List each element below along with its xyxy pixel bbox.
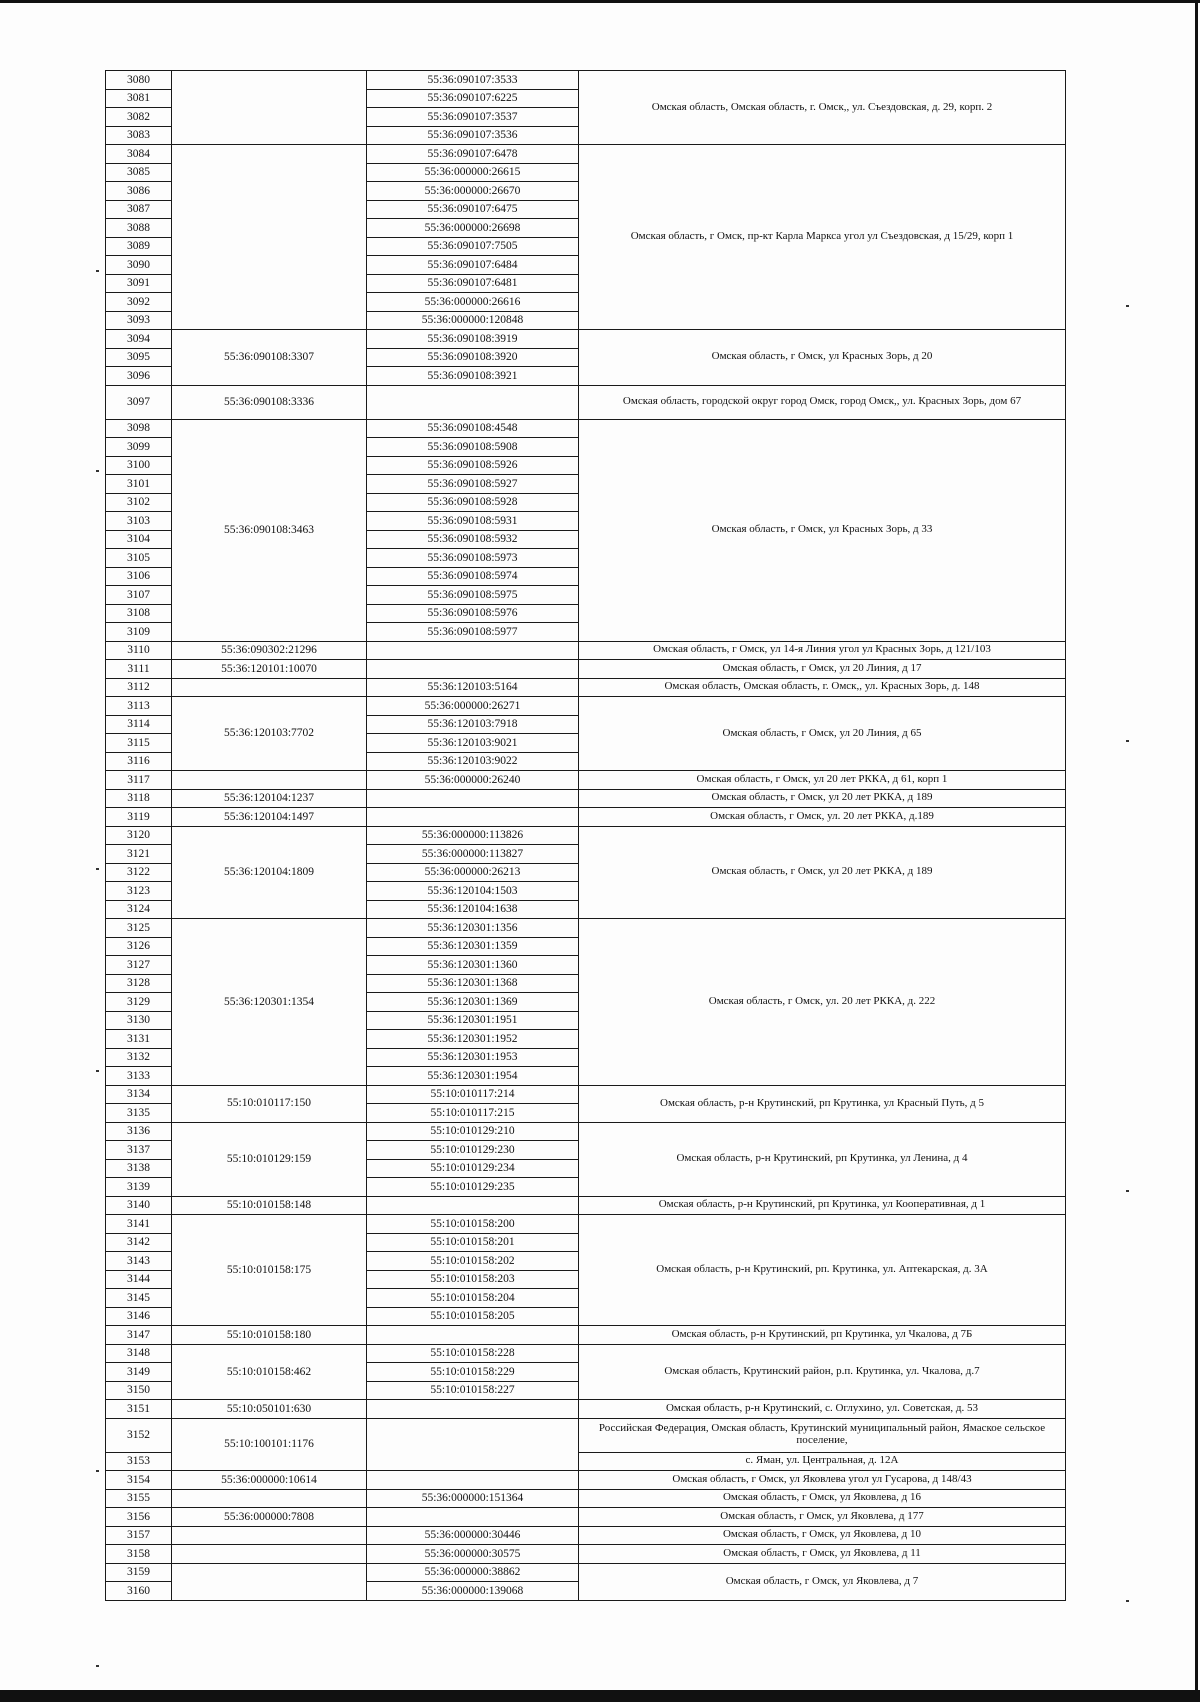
scan-speck — [1126, 1600, 1129, 1602]
row-number-cell: 3094 — [106, 330, 172, 349]
object-cadastral-number-cell: 55:10:010129:234 — [367, 1159, 579, 1178]
row-number-cell: 3121 — [106, 845, 172, 864]
object-cadastral-number-cell: 55:10:010158:229 — [367, 1363, 579, 1382]
object-cadastral-number-cell: 55:36:090108:5932 — [367, 530, 579, 549]
object-cadastral-number-cell: 55:10:010129:235 — [367, 1178, 579, 1197]
object-cadastral-number-cell: 55:10:010158:200 — [367, 1215, 579, 1234]
object-cadastral-number-cell: 55:36:120104:1503 — [367, 882, 579, 901]
table-row — [106, 919, 1066, 938]
parcel-cadastral-number-cell: 55:10:010158:175 — [172, 1215, 367, 1326]
table-row — [106, 1085, 1066, 1104]
object-cadastral-number-cell: 55:36:120301:1951 — [367, 1011, 579, 1030]
address-cell: Омская область, Омская область, г. Омск,, ул. Красных Зорь, д. 148 — [579, 678, 1066, 697]
table-row — [106, 1418, 1066, 1452]
object-cadastral-number-cell: 55:36:090107:3537 — [367, 108, 579, 127]
row-number-cell: 3091 — [106, 274, 172, 293]
scan-speck — [1126, 305, 1129, 307]
address-cell: Омская область, г Омск, ул Яковлева, д 16 — [579, 1489, 1066, 1508]
row-number-cell: 3096 — [106, 367, 172, 386]
parcel-cadastral-number-cell: 55:36:090108:3307 — [172, 330, 367, 386]
object-cadastral-number-cell: 55:36:000000:26698 — [367, 219, 579, 238]
object-cadastral-number-cell: 55:36:090108:4548 — [367, 419, 579, 438]
row-number-cell: 3103 — [106, 512, 172, 531]
object-cadastral-number-cell — [367, 789, 579, 808]
row-number-cell: 3087 — [106, 200, 172, 219]
table-row — [106, 1344, 1066, 1363]
row-number-cell: 3082 — [106, 108, 172, 127]
row-number-cell: 3102 — [106, 493, 172, 512]
object-cadastral-number-cell: 55:36:090108:5976 — [367, 604, 579, 623]
object-cadastral-number-cell — [367, 1400, 579, 1419]
address-cell: с. Яман, ул. Центральная, д. 12А — [579, 1452, 1066, 1471]
row-number-cell: 3084 — [106, 145, 172, 164]
row-number-cell: 3126 — [106, 937, 172, 956]
address-cell: Омская область, г Омск, ул Яковлева, д 11 — [579, 1545, 1066, 1564]
object-cadastral-number-cell: 55:36:000000:113827 — [367, 845, 579, 864]
row-number-cell: 3134 — [106, 1085, 172, 1104]
address-cell: Омская область, р-н Крутинский, рп Крутинка, ул Красный Путь, д 5 — [579, 1085, 1066, 1122]
row-number-cell: 3114 — [106, 715, 172, 734]
scan-speck — [1126, 740, 1129, 742]
row-number-cell: 3157 — [106, 1526, 172, 1545]
row-number-cell: 3137 — [106, 1141, 172, 1160]
row-number-cell: 3132 — [106, 1048, 172, 1067]
row-number-cell: 3089 — [106, 237, 172, 256]
object-cadastral-number-cell: 55:36:090107:6475 — [367, 200, 579, 219]
object-cadastral-number-cell — [367, 641, 579, 660]
object-cadastral-number-cell: 55:36:120103:7918 — [367, 715, 579, 734]
object-cadastral-number-cell: 55:10:010129:230 — [367, 1141, 579, 1160]
row-number-cell: 3131 — [106, 1030, 172, 1049]
row-number-cell: 3123 — [106, 882, 172, 901]
object-cadastral-number-cell — [367, 1508, 579, 1527]
row-number-cell: 3148 — [106, 1344, 172, 1363]
registry-table-body — [106, 71, 1066, 1601]
row-number-cell: 3118 — [106, 789, 172, 808]
row-number-cell: 3135 — [106, 1104, 172, 1123]
row-number-cell: 3120 — [106, 826, 172, 845]
row-number-cell: 3099 — [106, 438, 172, 457]
object-cadastral-number-cell: 55:10:010158:201 — [367, 1233, 579, 1252]
row-number-cell: 3108 — [106, 604, 172, 623]
row-number-cell: 3127 — [106, 956, 172, 975]
row-number-cell: 3110 — [106, 641, 172, 660]
row-number-cell: 3111 — [106, 660, 172, 679]
object-cadastral-number-cell: 55:36:090108:5974 — [367, 567, 579, 586]
address-cell: Российская Федерация, Омская область, Крутинский муниципальный район, Ямаское сельское поселение, — [579, 1418, 1066, 1452]
object-cadastral-number-cell: 55:10:010117:215 — [367, 1104, 579, 1123]
table-row — [106, 789, 1066, 808]
object-cadastral-number-cell: 55:36:000000:26670 — [367, 182, 579, 201]
row-number-cell: 3142 — [106, 1233, 172, 1252]
address-cell: Омская область, г Омск, ул Яковлева, д 177 — [579, 1508, 1066, 1527]
address-cell: Омская область, р-н Крутинский, с. Оглухино, ул. Советская, д. 53 — [579, 1400, 1066, 1419]
object-cadastral-number-cell: 55:36:090108:3921 — [367, 367, 579, 386]
row-number-cell: 3130 — [106, 1011, 172, 1030]
object-cadastral-number-cell: 55:36:090107:3533 — [367, 71, 579, 90]
object-cadastral-number-cell: 55:36:090107:6478 — [367, 145, 579, 164]
address-cell: Омская область, р-н Крутинский, рп Крутинка, ул Кооперативная, д 1 — [579, 1196, 1066, 1215]
object-cadastral-number-cell: 55:36:000000:30446 — [367, 1526, 579, 1545]
object-cadastral-number-cell: 55:10:010129:210 — [367, 1122, 579, 1141]
table-row — [106, 1545, 1066, 1564]
object-cadastral-number-cell: 55:10:010158:228 — [367, 1344, 579, 1363]
object-cadastral-number-cell: 55:36:090107:6481 — [367, 274, 579, 293]
registry-table — [105, 70, 1066, 1601]
object-cadastral-number-cell: 55:10:010158:227 — [367, 1381, 579, 1400]
table-row — [106, 1196, 1066, 1215]
address-cell: Омская область, г Омск, ул 20 лет РККА, д 189 — [579, 789, 1066, 808]
address-cell: Омская область, г Омск, ул 20 Линия, д 17 — [579, 660, 1066, 679]
row-number-cell: 3100 — [106, 456, 172, 475]
address-cell: Омская область, г Омск, ул Красных Зорь, д 33 — [579, 419, 1066, 641]
parcel-cadastral-number-cell: 55:36:090108:3463 — [172, 419, 367, 641]
scan-speck — [96, 868, 99, 870]
table-row — [106, 1508, 1066, 1527]
parcel-cadastral-number-cell — [172, 1489, 367, 1508]
object-cadastral-number-cell: 55:36:120103:9021 — [367, 734, 579, 753]
parcel-cadastral-number-cell — [172, 145, 367, 330]
table-row — [106, 808, 1066, 827]
table-row — [106, 641, 1066, 660]
object-cadastral-number-cell: 55:36:090108:5926 — [367, 456, 579, 475]
row-number-cell: 3124 — [106, 900, 172, 919]
row-number-cell: 3115 — [106, 734, 172, 753]
parcel-cadastral-number-cell — [172, 678, 367, 697]
parcel-cadastral-number-cell: 55:36:120301:1354 — [172, 919, 367, 1086]
parcel-cadastral-number-cell: 55:36:090302:21296 — [172, 641, 367, 660]
table-row — [106, 678, 1066, 697]
address-cell: Омская область, р-н Крутинский, рп. Крутинка, ул. Аптекарская, д. 3А — [579, 1215, 1066, 1326]
row-number-cell: 3138 — [106, 1159, 172, 1178]
object-cadastral-number-cell: 55:36:120301:1369 — [367, 993, 579, 1012]
address-cell: Омская область, р-н Крутинский, рп Крутинка, ул Чкалова, д 7Б — [579, 1326, 1066, 1345]
object-cadastral-number-cell: 55:36:000000:26616 — [367, 293, 579, 312]
row-number-cell: 3105 — [106, 549, 172, 568]
row-number-cell: 3151 — [106, 1400, 172, 1419]
row-number-cell: 3083 — [106, 126, 172, 145]
object-cadastral-number-cell — [367, 1196, 579, 1215]
row-number-cell: 3122 — [106, 863, 172, 882]
row-number-cell: 3119 — [106, 808, 172, 827]
row-number-cell: 3106 — [106, 567, 172, 586]
table-row — [106, 1122, 1066, 1141]
object-cadastral-number-cell — [367, 660, 579, 679]
row-number-cell: 3152 — [106, 1418, 172, 1452]
object-cadastral-number-cell: 55:36:090108:5931 — [367, 512, 579, 531]
object-cadastral-number-cell — [367, 385, 579, 419]
row-number-cell: 3154 — [106, 1471, 172, 1490]
row-number-cell: 3095 — [106, 348, 172, 367]
object-cadastral-number-cell: 55:10:010158:204 — [367, 1289, 579, 1308]
row-number-cell: 3146 — [106, 1307, 172, 1326]
row-number-cell: 3139 — [106, 1178, 172, 1197]
address-cell: Омская область, г Омск, ул Красных Зорь, д 20 — [579, 330, 1066, 386]
object-cadastral-number-cell: 55:36:000000:113826 — [367, 826, 579, 845]
object-cadastral-number-cell: 55:36:120104:1638 — [367, 900, 579, 919]
object-cadastral-number-cell: 55:36:000000:26615 — [367, 163, 579, 182]
row-number-cell: 3104 — [106, 530, 172, 549]
address-cell: Омская область, Омская область, г. Омск,, ул. Съездовская, д. 29, корп. 2 — [579, 71, 1066, 145]
table-row — [106, 145, 1066, 164]
parcel-cadastral-number-cell: 55:10:010158:180 — [172, 1326, 367, 1345]
table-row — [106, 1489, 1066, 1508]
parcel-cadastral-number-cell — [172, 1526, 367, 1545]
object-cadastral-number-cell — [367, 808, 579, 827]
object-cadastral-number-cell: 55:36:000000:139068 — [367, 1582, 579, 1601]
row-number-cell: 3129 — [106, 993, 172, 1012]
row-number-cell: 3117 — [106, 771, 172, 790]
table-row — [106, 771, 1066, 790]
parcel-cadastral-number-cell: 55:10:010158:148 — [172, 1196, 367, 1215]
address-cell: Омская область, р-н Крутинский, рп Крутинка, ул Ленина, д 4 — [579, 1122, 1066, 1196]
object-cadastral-number-cell: 55:36:120103:5164 — [367, 678, 579, 697]
parcel-cadastral-number-cell: 55:36:120103:7702 — [172, 697, 367, 771]
table-row — [106, 419, 1066, 438]
row-number-cell: 3092 — [106, 293, 172, 312]
row-number-cell: 3085 — [106, 163, 172, 182]
object-cadastral-number-cell: 55:36:090108:3920 — [367, 348, 579, 367]
address-cell: Омская область, г Омск, ул 20 лет РККА, д 189 — [579, 826, 1066, 919]
row-number-cell: 3125 — [106, 919, 172, 938]
row-number-cell: 3145 — [106, 1289, 172, 1308]
object-cadastral-number-cell: 55:36:120103:9022 — [367, 752, 579, 771]
parcel-cadastral-number-cell: 55:10:050101:630 — [172, 1400, 367, 1419]
address-cell: Омская область, г Омск, пр-кт Карла Маркса угол ул Съездовская, д 15/29, корп 1 — [579, 145, 1066, 330]
object-cadastral-number-cell: 55:36:090108:5928 — [367, 493, 579, 512]
table-row — [106, 71, 1066, 90]
object-cadastral-number-cell: 55:36:090107:3536 — [367, 126, 579, 145]
row-number-cell: 3088 — [106, 219, 172, 238]
table-row — [106, 1471, 1066, 1490]
scan-speck — [96, 1070, 99, 1072]
table-row — [106, 660, 1066, 679]
object-cadastral-number-cell: 55:10:010158:203 — [367, 1270, 579, 1289]
parcel-cadastral-number-cell: 55:10:010117:150 — [172, 1085, 367, 1122]
address-cell: Омская область, г Омск, ул Яковлева, д 7 — [579, 1563, 1066, 1600]
parcel-cadastral-number-cell — [172, 71, 367, 145]
object-cadastral-number-cell: 55:36:000000:30575 — [367, 1545, 579, 1564]
scan-speck — [96, 270, 99, 272]
object-cadastral-number-cell: 55:36:090108:3919 — [367, 330, 579, 349]
row-number-cell: 3093 — [106, 311, 172, 330]
table-row — [106, 1526, 1066, 1545]
parcel-cadastral-number-cell — [172, 1563, 367, 1600]
row-number-cell: 3081 — [106, 89, 172, 108]
object-cadastral-number-cell: 55:36:000000:26240 — [367, 771, 579, 790]
object-cadastral-number-cell: 55:10:010158:205 — [367, 1307, 579, 1326]
row-number-cell: 3140 — [106, 1196, 172, 1215]
row-number-cell: 3133 — [106, 1067, 172, 1086]
object-cadastral-number-cell: 55:36:120301:1368 — [367, 974, 579, 993]
scan-speck — [96, 470, 99, 472]
scan-speck — [96, 1470, 99, 1472]
parcel-cadastral-number-cell: 55:36:120104:1809 — [172, 826, 367, 919]
address-cell: Омская область, г Омск, ул Яковлева угол ул Гусарова, д 148/43 — [579, 1471, 1066, 1490]
row-number-cell: 3080 — [106, 71, 172, 90]
row-number-cell: 3147 — [106, 1326, 172, 1345]
object-cadastral-number-cell: 55:36:120301:1952 — [367, 1030, 579, 1049]
object-cadastral-number-cell: 55:36:000000:38862 — [367, 1563, 579, 1582]
table-row — [106, 697, 1066, 716]
object-cadastral-number-cell: 55:36:120301:1356 — [367, 919, 579, 938]
object-cadastral-number-cell — [367, 1471, 579, 1490]
parcel-cadastral-number-cell: 55:36:090108:3336 — [172, 385, 367, 419]
row-number-cell: 3159 — [106, 1563, 172, 1582]
row-number-cell: 3109 — [106, 623, 172, 642]
object-cadastral-number-cell: 55:36:090107:7505 — [367, 237, 579, 256]
row-number-cell: 3143 — [106, 1252, 172, 1271]
scan-border-top — [0, 0, 1200, 3]
scan-speck — [96, 1665, 99, 1667]
object-cadastral-number-cell: 55:36:000000:26271 — [367, 697, 579, 716]
object-cadastral-number-cell: 55:10:010117:214 — [367, 1085, 579, 1104]
address-cell: Омская область, г Омск, ул 20 Линия, д 65 — [579, 697, 1066, 771]
object-cadastral-number-cell: 55:36:120301:1359 — [367, 937, 579, 956]
address-cell: Омская область, городской округ город Омск, город Омск,, ул. Красных Зорь, дом 67 — [579, 385, 1066, 419]
row-number-cell: 3144 — [106, 1270, 172, 1289]
row-number-cell: 3112 — [106, 678, 172, 697]
object-cadastral-number-cell: 55:36:090107:6484 — [367, 256, 579, 275]
object-cadastral-number-cell: 55:36:090108:5973 — [367, 549, 579, 568]
table-row — [106, 385, 1066, 419]
row-number-cell: 3086 — [106, 182, 172, 201]
parcel-cadastral-number-cell: 55:10:100101:1176 — [172, 1418, 367, 1471]
object-cadastral-number-cell: 55:36:120301:1954 — [367, 1067, 579, 1086]
address-cell: Омская область, г Омск, ул Яковлева, д 10 — [579, 1526, 1066, 1545]
table-row — [106, 826, 1066, 845]
row-number-cell: 3156 — [106, 1508, 172, 1527]
object-cadastral-number-cell: 55:36:090108:5977 — [367, 623, 579, 642]
scan-speck — [1126, 1190, 1129, 1192]
parcel-cadastral-number-cell: 55:36:120104:1497 — [172, 808, 367, 827]
row-number-cell: 3090 — [106, 256, 172, 275]
parcel-cadastral-number-cell: 55:36:120104:1237 — [172, 789, 367, 808]
parcel-cadastral-number-cell: 55:36:000000:10614 — [172, 1471, 367, 1490]
scan-border-bottom — [0, 1690, 1200, 1702]
object-cadastral-number-cell — [367, 1418, 579, 1471]
address-cell: Омская область, Крутинский район, р.п. Крутинка, ул. Чкалова, д.7 — [579, 1344, 1066, 1400]
row-number-cell: 3149 — [106, 1363, 172, 1382]
parcel-cadastral-number-cell: 55:36:000000:7808 — [172, 1508, 367, 1527]
object-cadastral-number-cell: 55:36:090108:5975 — [367, 586, 579, 605]
row-number-cell: 3098 — [106, 419, 172, 438]
row-number-cell: 3136 — [106, 1122, 172, 1141]
object-cadastral-number-cell — [367, 1326, 579, 1345]
row-number-cell: 3150 — [106, 1381, 172, 1400]
parcel-cadastral-number-cell: 55:10:010158:462 — [172, 1344, 367, 1400]
object-cadastral-number-cell: 55:36:000000:151364 — [367, 1489, 579, 1508]
object-cadastral-number-cell: 55:36:120301:1953 — [367, 1048, 579, 1067]
parcel-cadastral-number-cell — [172, 771, 367, 790]
parcel-cadastral-number-cell — [172, 1545, 367, 1564]
address-cell: Омская область, г Омск, ул. 20 лет РККА, д.189 — [579, 808, 1066, 827]
row-number-cell: 3155 — [106, 1489, 172, 1508]
object-cadastral-number-cell: 55:36:090107:6225 — [367, 89, 579, 108]
table-row — [106, 1215, 1066, 1234]
row-number-cell: 3113 — [106, 697, 172, 716]
object-cadastral-number-cell: 55:36:090108:5927 — [367, 475, 579, 494]
parcel-cadastral-number-cell: 55:36:120101:10070 — [172, 660, 367, 679]
scan-border-right — [1195, 0, 1198, 1702]
row-number-cell: 3141 — [106, 1215, 172, 1234]
table-row — [106, 1563, 1066, 1582]
object-cadastral-number-cell: 55:36:120301:1360 — [367, 956, 579, 975]
object-cadastral-number-cell: 55:36:090108:5908 — [367, 438, 579, 457]
row-number-cell: 3128 — [106, 974, 172, 993]
row-number-cell: 3097 — [106, 385, 172, 419]
object-cadastral-number-cell: 55:10:010158:202 — [367, 1252, 579, 1271]
table-row — [106, 1400, 1066, 1419]
address-cell: Омская область, г Омск, ул 20 лет РККА, д 61, корп 1 — [579, 771, 1066, 790]
row-number-cell: 3153 — [106, 1452, 172, 1471]
row-number-cell: 3101 — [106, 475, 172, 494]
table-row — [106, 1326, 1066, 1345]
row-number-cell: 3116 — [106, 752, 172, 771]
row-number-cell: 3158 — [106, 1545, 172, 1564]
address-cell: Омская область, г Омск, ул 14-я Линия угол ул Красных Зорь, д 121/103 — [579, 641, 1066, 660]
row-number-cell: 3107 — [106, 586, 172, 605]
address-cell: Омская область, г Омск, ул. 20 лет РККА, д. 222 — [579, 919, 1066, 1086]
table-row — [106, 330, 1066, 349]
object-cadastral-number-cell: 55:36:000000:120848 — [367, 311, 579, 330]
row-number-cell: 3160 — [106, 1582, 172, 1601]
object-cadastral-number-cell: 55:36:000000:26213 — [367, 863, 579, 882]
parcel-cadastral-number-cell: 55:10:010129:159 — [172, 1122, 367, 1196]
